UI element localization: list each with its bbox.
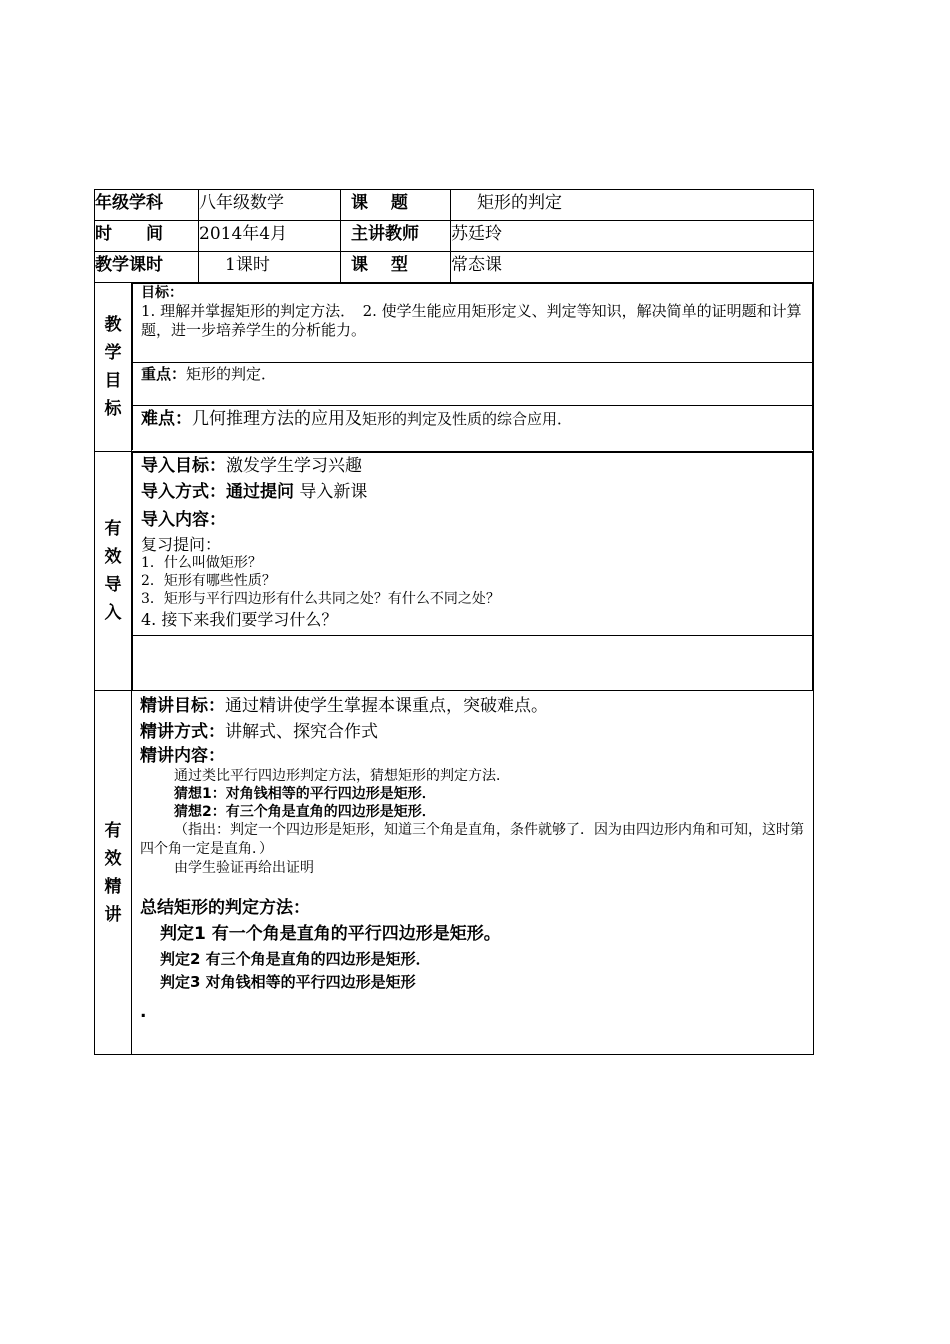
type-label: 课 型 [341, 252, 451, 283]
lecture-method-label: 精讲方式： [140, 722, 225, 742]
intro-empty [133, 636, 813, 691]
intro-question-2: 2．矩形有哪些性质？ [141, 573, 276, 589]
lecture-goal-text: 通过精讲使学生掌握本课重点，突破难点。 [225, 696, 548, 716]
grade-subject-label: 年级学科 [95, 190, 199, 221]
lecture-verify: 由学生验证再给出证明 [174, 860, 314, 876]
target-block [133, 284, 813, 363]
intro-review: 复习提问： [141, 535, 222, 554]
trailing-dot: . [140, 1002, 147, 1022]
lecture-method-text: 讲解式、探究合作式 [225, 722, 378, 742]
type-value: 常态课 [451, 252, 814, 283]
difficulty-text-a: 几何推理方法的应用及 [192, 409, 362, 429]
teacher-label: 主讲教师 [341, 221, 451, 252]
target-text: 1. 理解并掌握矩形的判定方法． 2. 使学生能应用矩形定义、判定等知识，解决简单的证明题和计算题，进一步培养学生的分析能力。 [141, 302, 802, 339]
difficulty-block [133, 406, 813, 451]
intro-side-label: 有 效 导 入 [95, 452, 132, 691]
header-row-2 [95, 221, 814, 252]
intro-question-1: 1．什么叫做矩形？ [141, 555, 262, 571]
time-value: 2014年4月 [199, 221, 341, 252]
hours-value: 1课时 [199, 252, 341, 283]
goals-side-label: 教 学 目 标 [95, 283, 132, 452]
rule-1: 判定1 有一个角是直角的平行四边形是矩形。 [160, 924, 501, 944]
intro-question-3: 3．矩形与平行四边形有什么共同之处？有什么不同之处？ [141, 591, 500, 607]
lecture-guess-2: 猜想2：有三个角是直角的四边形是矩形． [174, 804, 436, 820]
rule-2: 判定2 有三个角是直角的四边形是矩形． [160, 950, 431, 968]
time-label: 时 间 [95, 221, 199, 252]
teacher-value: 苏廷玲 [451, 221, 814, 252]
intro-content [133, 453, 813, 636]
intro-method-bold: 通过提问 [226, 482, 294, 502]
lecture-side-label: 有 效 精 讲 [95, 691, 132, 1055]
goals-inner [132, 283, 813, 450]
lecture-analogy: 通过类比平行四边形判定方法，猜想矩形的判定方法． [174, 768, 510, 784]
lecture-note: （指出：判定一个四边形是矩形，知道三个角是直角，条件就够了．因为由四边形内角和可知，这时第四个角一定是直角．） [140, 822, 804, 857]
hours-label: 教学课时 [95, 252, 199, 283]
intro-method-label: 导入方式： [141, 482, 226, 502]
difficulty-label: 难点： [141, 409, 192, 429]
lecture-guess-1: 猜想1：对角钱相等的平行四边形是矩形． [174, 786, 436, 802]
target-label: 目标： [141, 285, 183, 301]
lecture-row [95, 691, 814, 1055]
intro-inner [132, 452, 813, 690]
summary-label: 总结矩形的判定方法： [140, 898, 310, 918]
lesson-plan-table [94, 189, 814, 1055]
intro-goal-text: 激发学生学习兴趣 [226, 456, 362, 476]
intro-method-text: 导入新课 [294, 482, 368, 502]
lecture-content [132, 691, 814, 1055]
intro-question-4: 4. 接下来我们要学习什么？ [141, 610, 338, 629]
goals-row [95, 283, 814, 452]
header-row-3 [95, 252, 814, 283]
intro-row [95, 452, 814, 691]
rule-3: 判定3 对角钱相等的平行四边形是矩形 [160, 973, 416, 991]
key-label: 重点： [141, 365, 187, 383]
lecture-goal-label: 精讲目标： [140, 696, 225, 716]
key-block [133, 363, 813, 406]
intro-content-label: 导入内容： [141, 510, 226, 530]
topic-value: 矩形的判定 [451, 190, 814, 221]
key-text: 矩形的判定． [186, 365, 277, 383]
intro-goal-label: 导入目标： [141, 456, 226, 476]
lecture-content-label: 精讲内容： [140, 746, 225, 766]
difficulty-text-b: 矩形的判定及性质的综合应用． [362, 410, 573, 428]
grade-subject-value: 八年级数学 [199, 190, 341, 221]
topic-label: 课 题 [341, 190, 451, 221]
header-row-1 [95, 190, 814, 221]
